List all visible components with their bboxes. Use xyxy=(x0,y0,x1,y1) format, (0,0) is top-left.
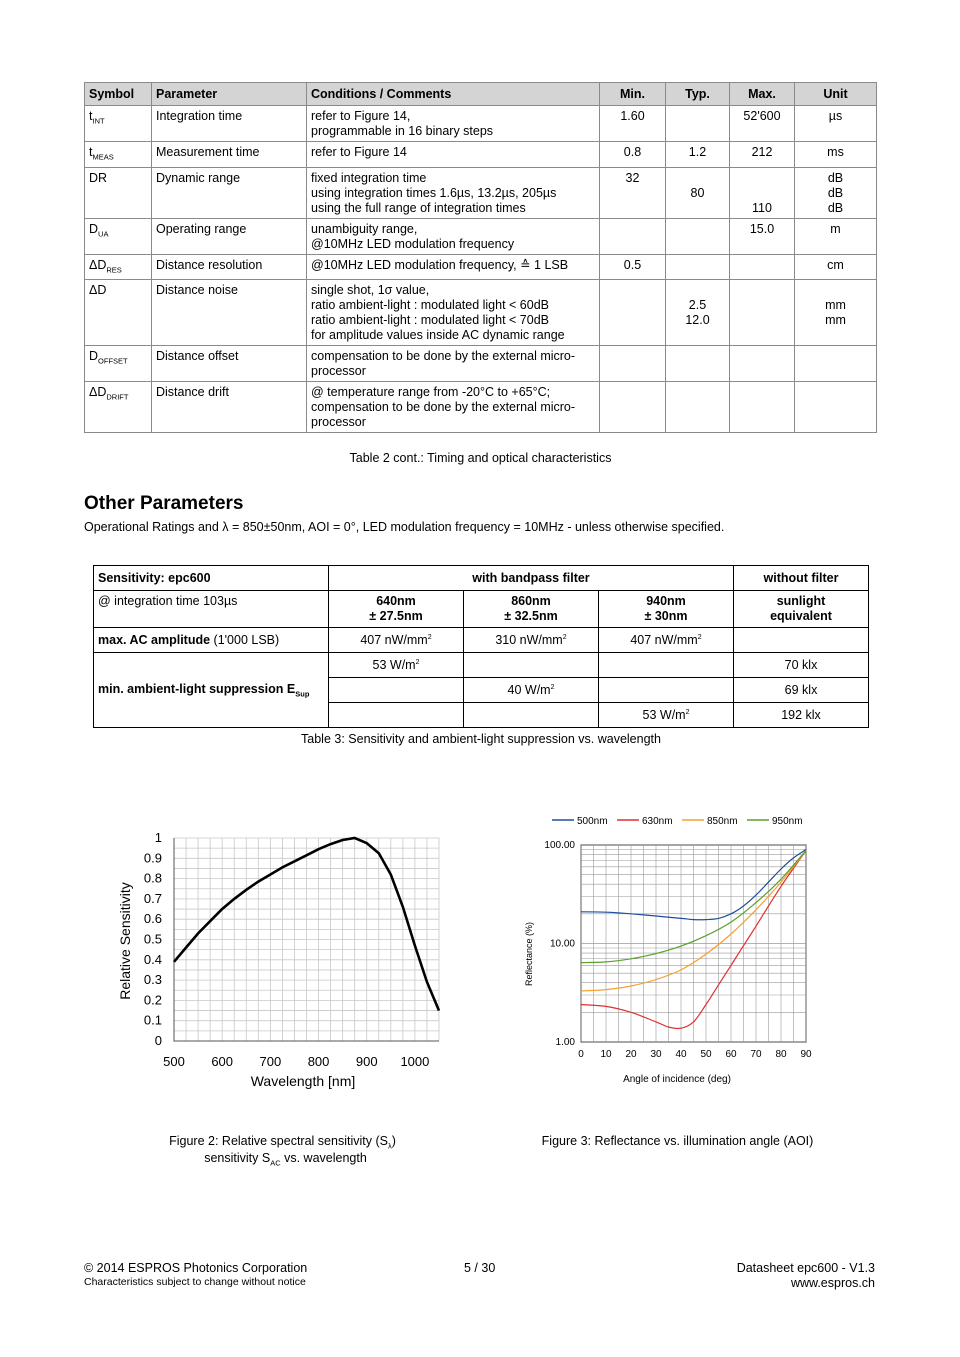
symbol-cell xyxy=(85,142,152,168)
header-max: Max. xyxy=(730,83,795,106)
conditions-cell xyxy=(307,218,600,254)
caption-sub: λ xyxy=(387,1141,392,1151)
conditions-cell xyxy=(307,346,600,382)
symbol-cell xyxy=(85,254,152,280)
typ-line: 1.2 xyxy=(688,145,707,159)
conditions-line: @10MHz LED modulation frequency xyxy=(311,236,515,251)
section-title: Other Parameters xyxy=(84,493,244,514)
legend-label: 630nm xyxy=(642,816,673,827)
conditions-line: for amplitude values inside AC dynamic range xyxy=(311,328,565,342)
header-symbol: Symbol xyxy=(85,83,152,106)
typ-cell xyxy=(666,218,730,254)
unit-exponent: 2 xyxy=(427,633,432,641)
empty-cell xyxy=(329,703,464,728)
col-940-line1: 940nm xyxy=(646,594,686,608)
header-parameter: Parameter xyxy=(152,83,307,106)
unit-line: µs xyxy=(828,109,843,123)
x-tick-label: 90 xyxy=(800,1049,812,1060)
x-tick-label: 70 xyxy=(750,1049,762,1060)
max-line xyxy=(734,186,790,201)
typ-cell xyxy=(666,346,730,382)
conditions-line: using the full range of integration times xyxy=(311,200,526,215)
unit-line xyxy=(799,283,872,298)
max-line xyxy=(734,385,790,400)
col-860-line2: ± 32.5nm xyxy=(504,609,558,623)
col-940 xyxy=(599,591,734,628)
table2-caption: Table 2 cont.: Timing and optical characteristics xyxy=(349,451,612,465)
x-axis-label: Wavelength [nm] xyxy=(250,1073,356,1089)
table-row xyxy=(85,106,877,142)
conditions-line: processor xyxy=(311,415,366,429)
min-cell xyxy=(600,346,666,382)
col-640-line2: ± 27.5nm xyxy=(369,609,423,623)
conditions-cell xyxy=(307,254,600,280)
max-line: 212 xyxy=(751,145,773,159)
caption-sub: AC xyxy=(270,1158,281,1167)
ac-640 xyxy=(329,628,464,653)
x-tick-label: 0 xyxy=(578,1049,584,1060)
y-tick-label: 0.9 xyxy=(143,850,162,866)
parameter-cell: Dynamic range xyxy=(152,167,307,218)
unit-exponent: 2 xyxy=(562,633,567,641)
conditions-line: compensation to be done by the external micro- xyxy=(311,400,576,414)
footer-url: www.espros.ch xyxy=(790,1276,875,1290)
klx-3: 192 klx xyxy=(734,703,869,728)
typ-line xyxy=(670,258,725,273)
symbol-cell xyxy=(85,382,152,433)
x-tick-label: 50 xyxy=(700,1049,712,1060)
symbol: ΔD xyxy=(89,385,107,399)
min-cell xyxy=(600,218,666,254)
unit-line: ms xyxy=(827,145,844,159)
symbol: D xyxy=(89,349,99,363)
parameter-cell: Operating range xyxy=(152,218,307,254)
parameter-cell: Integration time xyxy=(152,106,307,142)
sens-title: Sensitivity: epc600 xyxy=(94,566,329,591)
conditions-line: ratio ambient-light : modulated light < 60dB xyxy=(311,298,549,312)
unit-cell xyxy=(795,346,877,382)
min-cell xyxy=(600,167,666,218)
x-tick-label: 800 xyxy=(307,1054,330,1069)
max-cell xyxy=(730,142,795,168)
caption-end: vs. wavelength xyxy=(280,1150,367,1165)
unit-cell xyxy=(795,167,877,218)
amb-860-value: 40 W/m xyxy=(507,683,551,697)
y-axis-label: Reflectance (%) xyxy=(524,921,534,987)
table-row xyxy=(85,218,877,254)
max-cell xyxy=(730,218,795,254)
conditions-line: @ temperature range from -20°C to +65°C; xyxy=(311,385,551,399)
empty-cell xyxy=(599,653,734,678)
unit-exponent: 2 xyxy=(550,683,555,691)
max-cell xyxy=(730,167,795,218)
max-line: 110 xyxy=(752,200,772,215)
parameter-cell: Distance noise xyxy=(152,280,307,346)
conditions-cell xyxy=(307,142,600,168)
table-header-row xyxy=(85,83,877,106)
typ-line xyxy=(670,109,725,124)
ac-860-value: 310 nW/mm xyxy=(495,633,563,647)
symbol-subscript: UA xyxy=(98,229,109,238)
y-tick-label: 0.7 xyxy=(143,890,162,906)
typ-cell xyxy=(666,167,730,218)
klx-2: 69 klx xyxy=(734,678,869,703)
min-line: 32 xyxy=(625,170,640,185)
max-line xyxy=(734,349,790,364)
max-cell xyxy=(730,280,795,346)
header-conditions: Conditions / Comments xyxy=(307,83,600,106)
col-940-line2: ± 30nm xyxy=(644,609,688,623)
figure2-caption xyxy=(130,1134,435,1167)
with-filter-header: with bandpass filter xyxy=(329,566,734,591)
y-tick-label: 0.5 xyxy=(143,931,162,947)
y-axis-label: Relative Sensitivity xyxy=(117,882,133,1000)
max-line xyxy=(734,283,790,298)
table-row xyxy=(85,280,877,346)
x-tick-label: 10 xyxy=(600,1049,612,1060)
figure3-caption: Figure 3: Reflectance vs. illumination angle (AOI) xyxy=(541,1134,814,1148)
max-cell xyxy=(730,346,795,382)
min-line: 1.60 xyxy=(620,109,645,123)
footer-page-number: 5 / 30 xyxy=(464,1261,496,1275)
col-860-line1: 860nm xyxy=(511,594,551,608)
unit-line: mm xyxy=(825,313,846,327)
amb-640-value: 53 W/m xyxy=(372,658,416,672)
conditions-line: refer to Figure 14, xyxy=(311,109,411,123)
y-tick-label: 10.00 xyxy=(549,938,575,950)
symbol-subscript: INT xyxy=(92,116,105,126)
section-intro: Operational Ratings and λ = 850±50nm, AOI = 0°, LED modulation frequency = 10MHz - unless otherwise specified. xyxy=(84,520,725,534)
table-row xyxy=(85,382,877,433)
max-cell xyxy=(730,254,795,280)
amb-label-cell xyxy=(94,653,329,728)
typ-line xyxy=(670,222,725,237)
typ-line: 2.5 xyxy=(688,298,707,312)
symbol-subscript: OFFSET xyxy=(98,356,128,366)
symbol: ΔD xyxy=(89,257,107,272)
footer-copyright: © 2014 ESPROS Photonics Corporation xyxy=(84,1261,308,1275)
amb-940-value: 53 W/m xyxy=(642,708,686,722)
typ-line xyxy=(670,171,725,186)
table-row xyxy=(85,142,877,168)
col-sun-line1: sunlight xyxy=(776,594,826,608)
y-tick-label: 0 xyxy=(154,1033,162,1048)
legend-label: 850nm xyxy=(707,816,738,827)
table3-caption: Table 3: Sensitivity and ambient-light suppression vs. wavelength xyxy=(301,732,661,746)
typ-line xyxy=(670,349,725,364)
amb-label: min. ambient-light suppression E xyxy=(98,681,296,696)
x-tick-label: 700 xyxy=(259,1054,282,1069)
unit-line: dB xyxy=(827,170,844,185)
conditions-line: programmable in 16 binary steps xyxy=(311,124,494,138)
y-tick-label: 0.3 xyxy=(143,972,162,988)
chart-grid xyxy=(581,845,806,1042)
symbol-cell xyxy=(85,280,152,346)
x-tick-label: 20 xyxy=(625,1049,637,1060)
symbol-cell xyxy=(85,167,152,218)
typ-cell xyxy=(666,142,730,168)
empty-cell xyxy=(464,703,599,728)
symbol-subscript: RES xyxy=(106,265,122,274)
table-row xyxy=(94,628,869,653)
klx-1: 70 klx xyxy=(734,653,869,678)
conditions-cell xyxy=(307,167,600,218)
legend-label: 500nm xyxy=(577,816,608,827)
symbol: ΔD xyxy=(89,283,107,297)
max-line xyxy=(734,258,790,273)
footer-doc: Datasheet epc600 - V1.3 xyxy=(736,1261,875,1275)
parameter-cell: Distance drift xyxy=(152,382,307,433)
conditions-line: processor xyxy=(311,364,366,378)
typ-line: 80 xyxy=(690,185,705,200)
empty-cell xyxy=(329,678,464,703)
col-640 xyxy=(329,591,464,628)
amb-940 xyxy=(599,703,734,728)
min-cell xyxy=(600,142,666,168)
col-sun-line2: equivalent xyxy=(770,609,832,623)
x-tick-label: 500 xyxy=(163,1054,185,1069)
table-row xyxy=(85,346,877,382)
symbol-subscript: DRIFT xyxy=(106,392,129,402)
y-tick-label: 0.1 xyxy=(143,1012,162,1028)
typ-line xyxy=(670,283,725,298)
unit-cell xyxy=(795,254,877,280)
x-tick-label: 40 xyxy=(675,1049,687,1060)
legend-label: 950nm xyxy=(772,816,803,827)
y-tick-label: 1 xyxy=(154,830,162,845)
timing-optical-table xyxy=(84,82,877,433)
conditions-line: fixed integration time xyxy=(311,170,427,185)
x-tick-label: 80 xyxy=(775,1049,787,1060)
symbol-cell xyxy=(85,106,152,142)
x-tick-label: 60 xyxy=(725,1049,737,1060)
amb-860 xyxy=(464,678,599,703)
ac-860 xyxy=(464,628,599,653)
symbol: t xyxy=(89,145,93,159)
ac-sun xyxy=(734,628,869,653)
col-640-line1: 640nm xyxy=(376,594,416,608)
header-min: Min. xyxy=(600,83,666,106)
min-cell xyxy=(600,106,666,142)
unit-line: cm xyxy=(827,257,844,272)
min-line: 0.5 xyxy=(623,257,642,272)
typ-cell xyxy=(666,106,730,142)
typ-line: 12.0 xyxy=(685,313,710,327)
amb-sub: Sup xyxy=(295,689,310,699)
symbol: DR xyxy=(89,170,108,185)
max-line: 15.0 xyxy=(749,221,775,236)
col-860 xyxy=(464,591,599,628)
unit-line: dB xyxy=(827,200,844,215)
empty-cell xyxy=(599,678,734,703)
unit-line: m xyxy=(830,221,841,236)
min-cell xyxy=(600,382,666,433)
spectral-sensitivity-chart xyxy=(110,825,455,1095)
x-tick-label: 30 xyxy=(650,1049,662,1060)
ac-label: max. AC amplitude xyxy=(98,633,211,647)
x-tick-label: 900 xyxy=(355,1054,378,1069)
symbol: D xyxy=(89,221,99,236)
x-axis-label: Angle of incidence (deg) xyxy=(623,1074,731,1085)
typ-cell xyxy=(666,382,730,433)
conditions-cell xyxy=(307,382,600,433)
conditions-line: @10MHz LED modulation frequency, ≙ 1 LSB xyxy=(311,257,569,272)
chart-grid xyxy=(174,838,439,1041)
min-line: 0.8 xyxy=(623,145,642,159)
conditions-line: compensation to be done by the external micro- xyxy=(311,349,576,363)
figure2-caption-line1: Figure 2: Relative spectral sensitivity (S xyxy=(169,1134,388,1148)
unit-line: mm xyxy=(825,298,846,312)
symbol-subscript: MEAS xyxy=(92,152,114,162)
symbol: t xyxy=(89,109,93,123)
unit-exponent: 2 xyxy=(697,633,702,641)
max-cell xyxy=(730,106,795,142)
integration-cell: @ integration time 103µs xyxy=(94,591,329,628)
without-filter-header: without filter xyxy=(734,566,869,591)
figure2-caption-line2: sensitivity S xyxy=(204,1150,271,1165)
conditions-line: refer to Figure 14 xyxy=(311,145,407,159)
y-tick-label: 100.00 xyxy=(544,840,575,851)
min-cell xyxy=(600,254,666,280)
min-line xyxy=(604,283,661,298)
unit-cell xyxy=(795,142,877,168)
header-typ: Typ. xyxy=(666,83,730,106)
table-row xyxy=(94,566,869,591)
parameter-cell: Distance resolution xyxy=(152,254,307,280)
footer-notice: Characteristics subject to change without notice xyxy=(84,1276,306,1288)
symbol-cell xyxy=(85,218,152,254)
ac-940 xyxy=(599,628,734,653)
unit-cell xyxy=(795,106,877,142)
unit-exponent: 2 xyxy=(415,658,420,666)
conditions-line: ratio ambient-light : modulated light < 70dB xyxy=(311,313,549,327)
x-tick-label: 600 xyxy=(211,1054,234,1069)
typ-line xyxy=(670,385,725,400)
unit-cell xyxy=(795,218,877,254)
conditions-line: single shot, 1σ value, xyxy=(311,283,430,297)
table-row xyxy=(85,254,877,280)
unit-line xyxy=(799,349,872,364)
unit-exponent: 2 xyxy=(685,708,690,716)
empty-cell xyxy=(464,653,599,678)
unit-line: dB xyxy=(827,185,844,200)
y-tick-label: 0.2 xyxy=(143,992,162,1008)
col-sun xyxy=(734,591,869,628)
unit-line xyxy=(799,385,872,400)
table-row xyxy=(94,653,869,678)
sensitivity-table xyxy=(93,565,869,728)
min-line xyxy=(604,349,661,364)
y-tick-label: 0.8 xyxy=(143,870,162,886)
unit-cell xyxy=(795,382,877,433)
amb-640 xyxy=(329,653,464,678)
y-tick-label: 1.00 xyxy=(555,1037,575,1048)
y-tick-label: 0.6 xyxy=(143,911,162,927)
typ-cell xyxy=(666,280,730,346)
x-tick-label: 1000 xyxy=(400,1054,430,1069)
unit-cell xyxy=(795,280,877,346)
caption-end: ) xyxy=(391,1134,396,1148)
ac-label-cell xyxy=(94,628,329,653)
min-cell xyxy=(600,280,666,346)
ac-940-value: 407 nW/mm xyxy=(630,633,698,647)
min-line xyxy=(604,385,661,400)
reflectance-chart xyxy=(515,810,825,1090)
ac-640-value: 407 nW/mm xyxy=(360,633,428,647)
table-row xyxy=(85,167,877,218)
y-tick-label: 0.4 xyxy=(143,951,162,967)
typ-cell xyxy=(666,254,730,280)
parameter-cell: Distance offset xyxy=(152,346,307,382)
min-line xyxy=(604,222,661,237)
conditions-line: using integration times 1.6µs, 13.2µs, 205µs xyxy=(311,185,557,200)
max-line: 52'600 xyxy=(743,109,781,123)
max-cell xyxy=(730,382,795,433)
table-row xyxy=(94,591,869,628)
conditions-line: unambiguity range, xyxy=(311,221,418,236)
header-unit: Unit xyxy=(795,83,877,106)
ac-suffix: (1'000 LSB) xyxy=(210,633,280,647)
parameter-cell: Measurement time xyxy=(152,142,307,168)
symbol-cell xyxy=(85,346,152,382)
max-line xyxy=(734,171,790,186)
conditions-cell xyxy=(307,280,600,346)
conditions-cell xyxy=(307,106,600,142)
chart-legend xyxy=(552,816,803,827)
